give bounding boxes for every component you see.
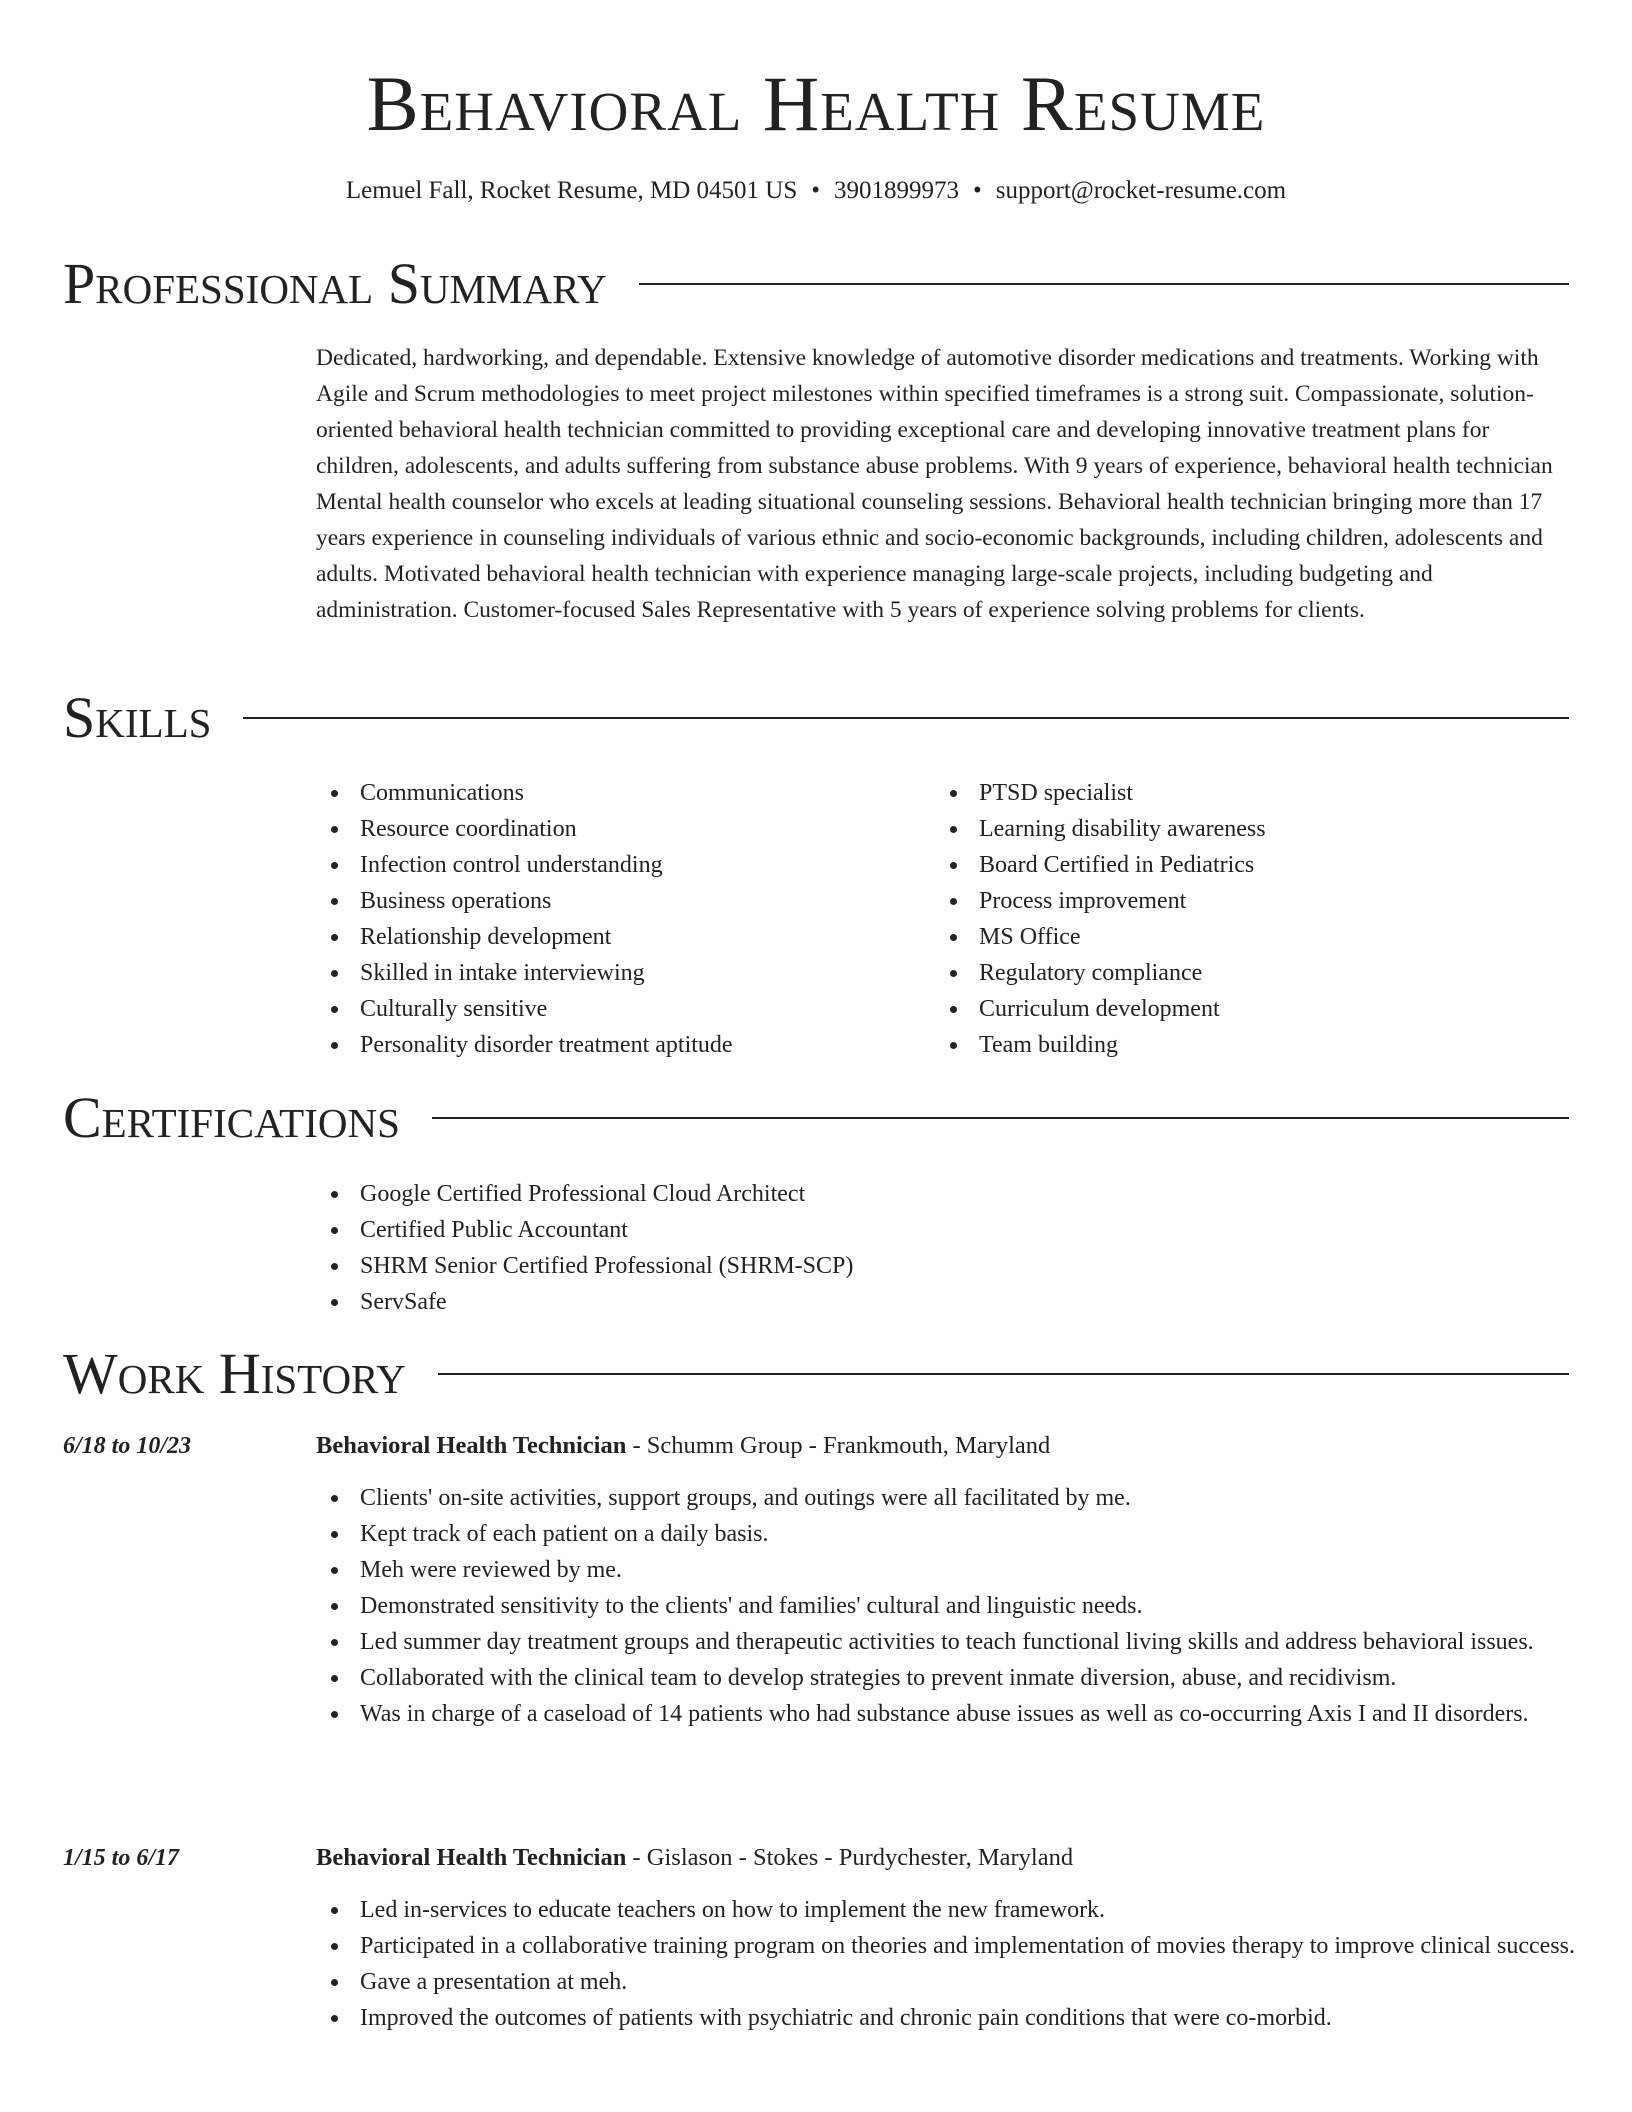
section-divider [243,717,1569,719]
contact-address: Lemuel Fall, Rocket Resume, MD 04501 US [345,177,798,204]
skill-item: Relationship development [316,919,916,955]
job-bullet: Participated in a collaborative training program on theories and implementation of movies therapy to improve clinical success. [316,1928,1576,1964]
skill-item: Process improvement [935,883,1575,919]
skill-item: Business operations [316,883,916,919]
skill-item: Learning disability awareness [935,811,1575,847]
certifications-section-header [63,1086,1569,1150]
job-role: Behavioral Health Technician [316,1844,627,1871]
job-bullet: Kept track of each patient on a daily basis. [316,1516,1576,1552]
skills-list-left [316,775,916,1063]
certification-item: Google Certified Professional Cloud Architect [316,1176,1576,1212]
contact-line [0,176,1632,206]
contact-email: support@rocket-resume.com [995,177,1287,204]
certifications-heading: Certifications [63,1085,400,1150]
job-bullet: Collaborated with the clinical team to develop strategies to prevent inmate diversion, abuse, and recidivism. [316,1660,1576,1696]
job-bullet: Led in-services to educate teachers on how to implement the new framework. [316,1892,1576,1928]
job-bullet: Led summer day treatment groups and therapeutic activities to teach functional living skills and address behavioral issues. [316,1624,1576,1660]
certification-item: SHRM Senior Certified Professional (SHRM-SCP) [316,1248,1576,1284]
job-bullet: Gave a presentation at meh. [316,1964,1576,2000]
summary-text: Dedicated, hardworking, and dependable. Extensive knowledge of automotive disorder medications and treatments. Working with Agile and Scrum methodologies to meet project milestones within specified timeframes is a strong suit. Compassionate, solution-oriented behavioral health technician committed to providing exceptional care and developing innovative treatment plans for children, adolescents, and adults suffering from substance abuse problems. With 9 years of experience, behavioral health technician Mental health counselor who excels at leading situational counseling sessions. Behavioral health technician bringing more than 17 years experience in counseling individuals of various ethnic and socio-economic backgrounds, including children, adolescents and adults. Motivated behavioral health technician with experience managing large-scale projects, including budgeting and administration. Customer-focused Sales Representative with 5 years of experience solving problems for clients. [316,345,1553,623]
job-bullet: Improved the outcomes of patients with psychiatric and chronic pain conditions that were co-morbid. [316,2000,1576,2036]
skill-item: Personality disorder treatment aptitude [316,1027,916,1063]
job-bullet: Meh were reviewed by me. [316,1552,1576,1588]
skill-item: Communications [316,775,916,811]
skill-item: Skilled in intake interviewing [316,955,916,991]
work-heading: Work History [63,1341,406,1406]
skills-list-right [935,775,1575,1063]
skill-item: Culturally sensitive [316,991,916,1027]
contact-separator: • [973,177,982,204]
skill-item: PTSD specialist [935,775,1575,811]
section-divider [432,1117,1569,1119]
skill-item: Resource coordination [316,811,916,847]
summary-heading: Professional Summary [63,251,607,316]
skill-item: Curriculum development [935,991,1575,1027]
certification-item: ServSafe [316,1284,1576,1320]
section-divider [438,1373,1569,1375]
contact-separator: • [811,177,821,204]
job-role: Behavioral Health Technician [316,1432,627,1459]
skill-item: Board Certified in Pediatrics [935,847,1575,883]
contact-phone: 3901899973 [834,177,960,204]
certifications-list [316,1176,1576,1320]
resume-title: Behavioral Health Resume [366,60,1266,147]
skill-item: Infection control understanding [316,847,916,883]
job-header [316,1842,1073,1874]
summary-section-header [63,252,1569,316]
job-dates: 6/18 to 10/23 [63,1433,192,1459]
job-details: - Schumm Group - Frankmouth, Maryland [626,1432,1051,1459]
job-details: - Gislason - Stokes - Purdychester, Maryland [626,1844,1074,1871]
skill-item: MS Office [935,919,1575,955]
job-bullets [316,1480,1576,1732]
job-header [316,1430,1050,1462]
section-divider [639,283,1569,285]
skills-heading: Skills [63,685,212,750]
skill-item: Team building [935,1027,1575,1063]
job-bullet: Demonstrated sensitivity to the clients' and families' cultural and linguistic needs. [316,1588,1576,1624]
work-section-header [63,1342,1569,1406]
skill-item: Regulatory compliance [935,955,1575,991]
job-bullets [316,1892,1576,2036]
job-dates: 1/15 to 6/17 [63,1845,180,1871]
certification-item: Certified Public Accountant [316,1212,1576,1248]
job-bullet: Was in charge of a caseload of 14 patients who had substance abuse issues as well as co-occurring Axis I and II disorders. [316,1696,1576,1732]
job-bullet: Clients' on-site activities, support groups, and outings were all facilitated by me. [316,1480,1576,1516]
skills-section-header [63,686,1569,750]
